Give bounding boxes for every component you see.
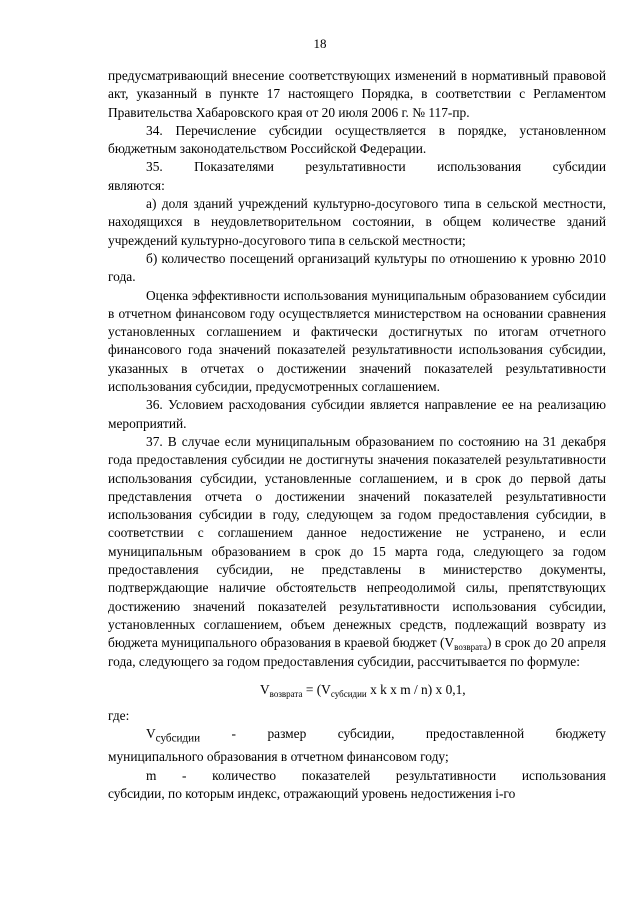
def-v-word: размер xyxy=(267,726,307,742)
where-label: где: xyxy=(108,708,130,724)
formula-rhs: x k x m / n) x 0,1, xyxy=(366,681,466,697)
paragraph-continuation: предусматривающий внесение соответствующих изменений в нормативный правовой акт, указанный в пункте 17 настоящего Порядка, в соответствии с Регламентом Правительства Хабаровского края от 20 июля 2006 г. № 117-пр. xyxy=(108,68,606,120)
definition-m-line1 xyxy=(108,767,606,785)
definition-v-line1 xyxy=(108,725,606,748)
def-m-word: показателей xyxy=(301,767,371,783)
list-item-b: б) количество посещений организаций культуры по отношению к уровню 2010 года. xyxy=(108,250,606,285)
def-m-word: использования xyxy=(521,767,606,783)
paragraph-37-tail: ) в срок до 20 апреля года, следующего за годом предоставления субсидии, рассчитывается по формуле: xyxy=(108,635,606,669)
paragraph-36: 36. Условием расходования субсидии является направление ее на реализацию мероприятий. xyxy=(108,397,606,431)
def-m-word: количество xyxy=(212,767,277,783)
definition-m-line2: субсидии, по которым индекс, отражающий уровень недостижения i-го xyxy=(108,785,516,801)
formula-rhs-subscript: субсидии xyxy=(330,688,367,699)
formula-lhs-subscript: возврата xyxy=(269,688,303,699)
paragraph-34: 34. Перечисление субсидии осуществляется в порядке, установленном бюджетным законодательством Российской Федерации. xyxy=(108,122,606,157)
paragraph-35-line1: 35. Показателями результативности использования субсидии xyxy=(146,159,606,175)
paragraph-37 xyxy=(108,433,606,671)
definition-v-line2: муниципального образования в отчетном финансовом году; xyxy=(108,749,449,765)
formula-equals: = (V xyxy=(302,681,331,697)
subscript-vozvrata: возврата xyxy=(454,642,487,653)
def-m-word: m xyxy=(146,767,157,783)
def-v-word: - xyxy=(231,726,237,742)
formula xyxy=(108,681,606,699)
list-item-a: а) доля зданий учреждений культурно-досугового типа в сельской местности, находящихся в неудовлетворительном состоянии, в общем количестве зданий учреждений культурно-досугового типа в сельской местности; xyxy=(108,196,606,248)
def-v-word: бюджету xyxy=(555,726,606,742)
paragraph-37-text: 37. В случае если муниципальным образованием по состоянию на 31 декабря года предоставления субсидии не достигнуты значения показателей результативности использования субсидии, установленные соглашением, и в срок до первой даты представления отчета о достижении значений показателей результативности использования субсидии в году, следующем за годом предоставления субсидии, в соответствии с соглашением данное недостижение не устранено, и если муниципальным образованием в срок до 15 марта года, следующего за годом предоставления субсидии, не представлены в министерство документы, подтверждающие наличие обстоятельств непреодолимой силы, препятствующих достижению значений показателей результативности использования субсидии, установленных соглашением, объем денежных средств, подлежащий возврату из бюджета муниципального образования в краевой бюджет (V xyxy=(108,433,606,651)
def-m-word: результативности xyxy=(395,767,497,783)
document-body xyxy=(108,67,606,803)
page-number: 18 xyxy=(313,36,327,51)
paragraph-evaluation: Оценка эффективности использования муниципальным образованием субсидии в отчетном финансовом году осуществляется министерством на основании сравнения установленных соглашением и фактически достигнутых по итогам отчетного финансового года значений показателей результативности использования субсидии, указанных в отчетах о достижении значений показателей результативности использования субсидии, предусмотренных соглашением. xyxy=(108,287,606,395)
def-v-word: предоставленной xyxy=(425,726,525,742)
paragraph-35-line2: являются: xyxy=(108,177,165,193)
def-m-word: - xyxy=(182,767,187,783)
def-v-word: субсидии, xyxy=(337,726,395,742)
formula-lhs: V xyxy=(260,681,270,697)
def-v-symbol: $V_{субсидии}$ xyxy=(146,726,201,746)
